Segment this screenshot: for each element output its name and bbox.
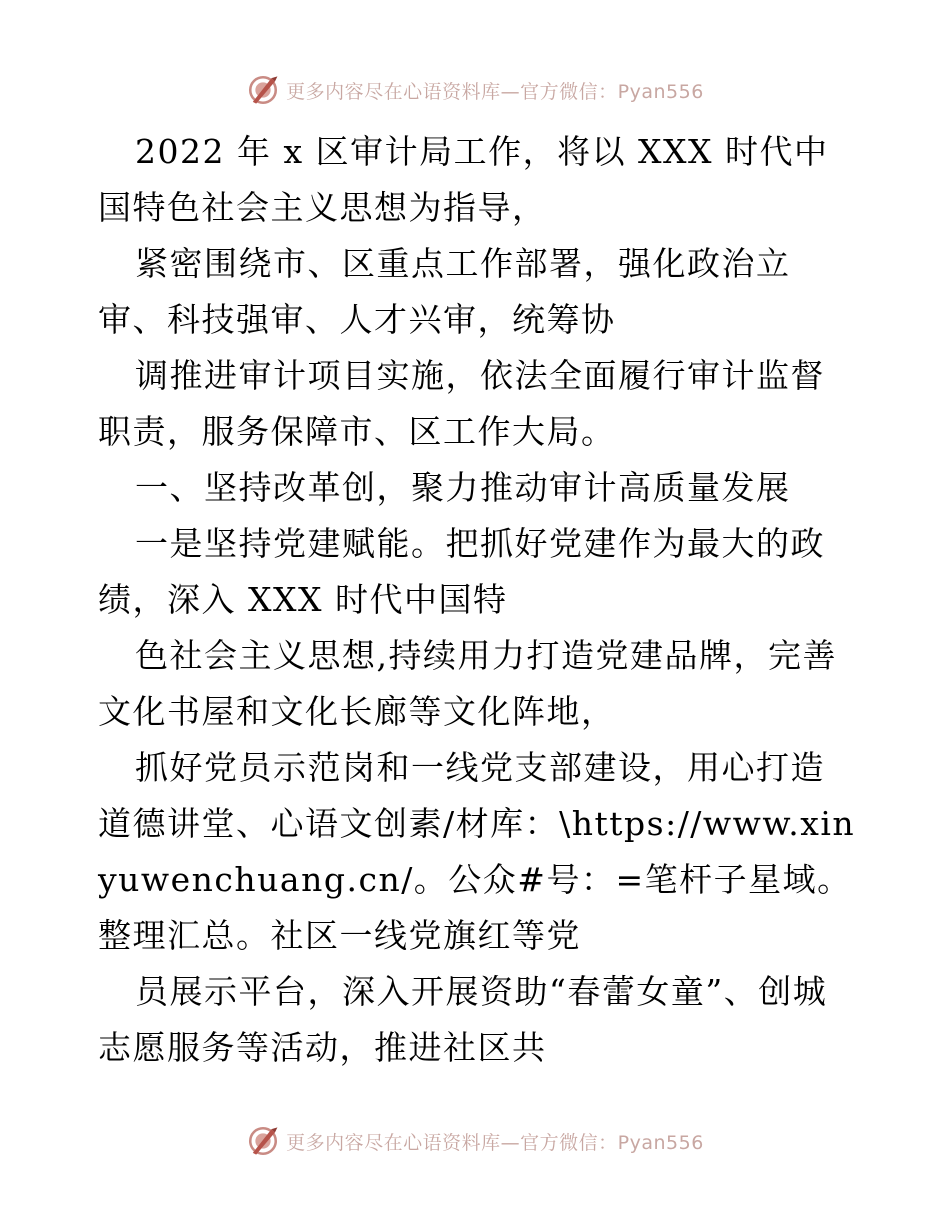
section-heading: 一、坚持改革创，聚力推动审计高质量发展	[135, 468, 791, 507]
body-paragraph: 一是坚持党建赋能。把抓好党建作为最大的政绩，深入 XXX 时代中国特	[98, 524, 825, 619]
body-paragraph: 色社会主义思想,持续用力打造党建品牌，完善文化书屋和文化长廊等文化阵地，	[98, 636, 837, 731]
watermark-text: 更多内容尽在心语资料库—官方微信：Pyan556	[286, 80, 704, 103]
body-paragraph: 2022 年 x 区审计局工作，将以 XXX 时代中国特色社会主义思想为指导，	[98, 132, 829, 227]
body-paragraph: 员展示平台，深入开展资助“春蕾女童”、创城志愿服务等活动，推进社区共	[98, 972, 828, 1067]
body-paragraph: 抓好党员示范岗和一线党支部建设，用心打造道德讲堂、心语文创素/材库：\https://www.xinyuwenchuang.cn/。公众#号：=笔杆子星域。整理汇总。社区一线党旗红等党	[98, 748, 856, 955]
footer-watermark	[0, 1121, 950, 1161]
document-body	[98, 124, 858, 1076]
pen-logo-icon	[246, 1124, 280, 1158]
body-paragraph: 紧密围绕市、区重点工作部署，强化政治立审、科技强审、人才兴审，统筹协	[98, 244, 791, 339]
watermark-text: 更多内容尽在心语资料库—官方微信：Pyan556	[286, 1131, 704, 1154]
header-watermark	[0, 70, 950, 110]
pen-logo-icon	[246, 73, 280, 107]
body-paragraph: 调推进审计项目实施，依法全面履行审计监督职责，服务保障市、区工作大局。	[98, 356, 825, 451]
